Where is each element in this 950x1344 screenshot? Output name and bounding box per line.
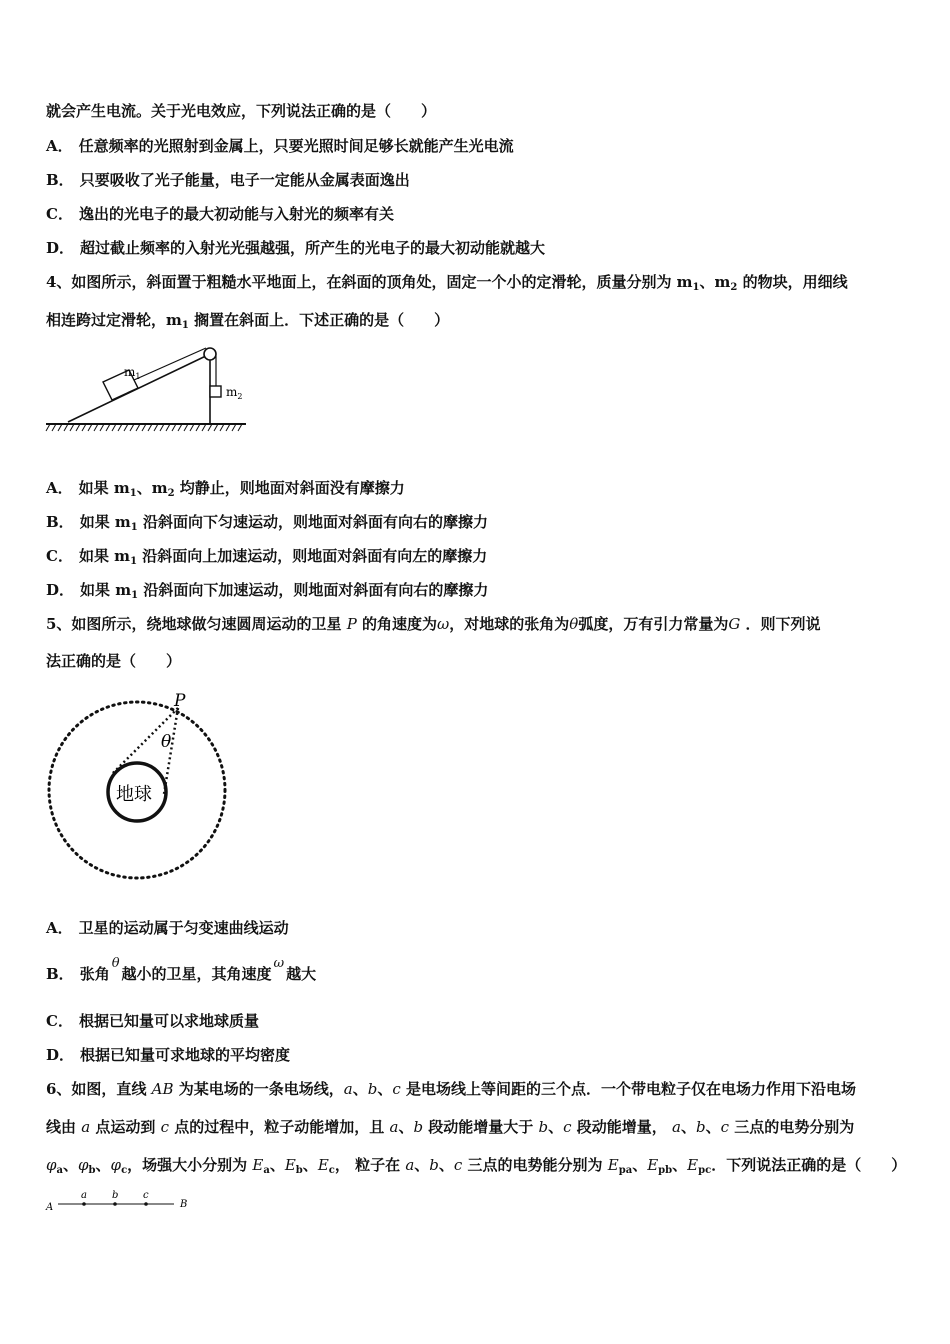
q3-option-c (46, 204, 394, 224)
stem-text: ．下列说法正确的是（ ） (711, 1156, 907, 1174)
option-letter: A． (46, 479, 73, 497)
symbol-b: b (413, 1118, 424, 1136)
symbol-omega: ω (273, 956, 285, 971)
stem-text: 相连跨过定滑轮，m (46, 311, 182, 329)
option-text: 根据已知量可求地球的平均密度 (80, 1046, 291, 1064)
q4-option-b (46, 512, 488, 532)
symbol-b: b (429, 1156, 439, 1174)
symbol-ab: AB (151, 1080, 174, 1098)
symbol-ep: E (687, 1156, 699, 1174)
symbol-e: E (252, 1156, 264, 1174)
label-b-end: B (180, 1199, 188, 1210)
symbol-e: E (284, 1156, 296, 1174)
symbol-phi: φ (46, 1156, 57, 1174)
option-text: 根据已知量可以求地球质量 (78, 1012, 259, 1030)
option-text: 卫星的运动属于匀变速曲线运动 (78, 919, 289, 937)
subscript: pc (698, 1165, 712, 1176)
q4-option-d (46, 580, 488, 600)
incline-surface (68, 354, 210, 422)
satellite-earth-figure (46, 690, 230, 884)
option-letter: A． (46, 137, 73, 155)
symbol-a: a (672, 1118, 681, 1136)
symbol-a: a (389, 1118, 399, 1136)
q3-option-b (46, 170, 410, 190)
point-a (82, 1202, 86, 1206)
label-theta: θ (161, 732, 172, 752)
option-letter: C． (46, 1012, 73, 1030)
symbol-a: a (81, 1118, 91, 1136)
electric-field-line-figure (46, 1186, 196, 1212)
option-letter: C． (46, 205, 73, 223)
symbol-c: c (392, 1080, 401, 1098)
stem-text: 弧度，万有引力常量为 (578, 615, 729, 633)
q5-option-a (46, 918, 289, 938)
symbol-theta: θ (569, 615, 579, 633)
option-text: 沿斜面向下匀速运动，则地面对斜面有向右的摩擦力 (137, 513, 488, 531)
option-text: 张角 (79, 965, 110, 983)
symbol-phi: φ (110, 1156, 122, 1174)
subscript: a (56, 1165, 63, 1176)
q6-stem-line2 (46, 1117, 854, 1137)
label-point-a: a (81, 1190, 87, 1201)
label-earth: 地球 (116, 784, 152, 805)
symbol-b: b (695, 1118, 706, 1136)
pulley (204, 348, 216, 360)
symbol-omega: ω (437, 615, 450, 633)
stem-text: 5、如图所示，绕地球做匀速圆周运动的卫星 (46, 615, 342, 633)
symbol-b: b (538, 1118, 549, 1136)
stem-text: 线由 (46, 1118, 82, 1136)
subscript: c (121, 1165, 128, 1176)
q5-stem-line1 (46, 614, 821, 634)
subscript: 1 (130, 556, 138, 567)
q4-stem-line2 (46, 310, 449, 330)
symbol-c: c (453, 1156, 463, 1174)
stem-text: 三点的电势分别为 (729, 1118, 855, 1136)
stem-text: 、m (699, 273, 731, 291)
stem-text: ，对地球的张角为 (449, 615, 570, 633)
option-text: 任意频率的光照射到金属上，只要光照时间足够长就能产生光电流 (78, 137, 514, 155)
option-text: 如果 m (78, 547, 131, 565)
separator: 、 (398, 1118, 414, 1136)
symbol-ep: E (647, 1156, 659, 1174)
symbol-e: E (317, 1156, 329, 1174)
option-letter: D． (46, 1046, 75, 1064)
stem-text: 为某电场的一条电场线， (173, 1080, 344, 1098)
ground-hatching (46, 424, 242, 431)
q3-option-a (46, 136, 514, 156)
subscript: pb (658, 1165, 673, 1176)
separator: 、 (352, 1080, 368, 1098)
separator: 、 (377, 1080, 393, 1098)
option-text: 如果 m (78, 479, 130, 497)
stem-text: 段动能增量， (571, 1118, 673, 1136)
string-along-incline (134, 348, 206, 380)
separator: 、 (632, 1156, 648, 1174)
option-text: 超过截止频率的入射光光强越强，所产生的光电子的最大初动能就越大 (80, 239, 546, 257)
stem-text: ， 粒子在 (334, 1156, 406, 1174)
stem-text: ，场强大小分别为 (127, 1156, 253, 1174)
option-letter: A． (46, 919, 73, 937)
symbol-c: c (720, 1118, 730, 1136)
separator: 、 (95, 1156, 111, 1174)
stem-text: 的角速度为 (362, 615, 438, 633)
symbol-g: G (728, 615, 741, 633)
option-text: 越大 (286, 965, 317, 983)
subscript: b (295, 1165, 303, 1176)
option-text: 逸出的光电子的最大初动能与入射光的频率有关 (78, 205, 394, 223)
symbol-a: a (343, 1080, 353, 1098)
option-text: 如果 m (80, 581, 132, 599)
label-point-b: b (112, 1190, 119, 1201)
stem-text: 搁置在斜面上．下述正确的是（ ） (188, 311, 450, 329)
stem-text: 4、如图所示，斜面置于粗糙水平地面上，在斜面的顶角处，固定一个小的定滑轮，质量分别为 m (46, 273, 693, 291)
q4-option-c (46, 546, 487, 566)
subscript: 1 (130, 522, 138, 533)
option-text: 均静止，则地面对斜面没有摩擦力 (174, 479, 405, 497)
separator: 、 (414, 1156, 430, 1174)
option-letter: D． (46, 239, 75, 257)
label-point-c: c (143, 1190, 149, 1201)
symbol-phi: φ (78, 1156, 89, 1174)
q5-option-d (46, 1045, 290, 1065)
symbol-p: P (346, 615, 357, 633)
subscript: 2 (730, 282, 738, 293)
symbol-ep: E (607, 1156, 619, 1174)
stem-text: 是电场线上等间距的三个点．一个带电粒子仅在电场力作用下沿电场 (400, 1080, 856, 1098)
separator: 、 (302, 1156, 318, 1174)
option-letter: C． (46, 547, 73, 565)
symbol-b: b (367, 1080, 378, 1098)
q3-stem-tail: 就会产生电流。关于光电效应，下列说法正确的是（ ） (46, 102, 437, 120)
q3-option-d (46, 238, 545, 258)
stem-text: 6、如图，直线 (46, 1080, 152, 1098)
separator: 、 (548, 1118, 564, 1136)
separator: 、 (705, 1118, 721, 1136)
option-text: 如果 m (79, 513, 131, 531)
q6-stem-line1 (46, 1079, 856, 1099)
symbol-c: c (563, 1118, 572, 1136)
symbol-theta: θ (111, 956, 120, 971)
label-a-end: A (46, 1202, 54, 1213)
separator: 、 (680, 1118, 696, 1136)
label-m2: $m_2$ (226, 385, 243, 401)
q6-stem-line3 (46, 1155, 906, 1175)
option-text: 沿斜面向下加速运动，则地面对斜面有向右的摩擦力 (138, 581, 489, 599)
symbol-c: c (160, 1118, 170, 1136)
block-m2 (210, 386, 221, 397)
incline-pulley-figure (46, 342, 256, 438)
option-letter: B． (46, 965, 74, 983)
option-text: 、m (136, 479, 168, 497)
q5-stem-line2: 法正确的是（ ） (46, 652, 182, 670)
point-b (113, 1202, 117, 1206)
separator: 、 (438, 1156, 454, 1174)
stem-text: 点运动到 (90, 1118, 161, 1136)
subscript: 1 (131, 590, 139, 601)
stem-text: 的物块，用细线 (737, 273, 848, 291)
option-text: 只要吸收了光子能量，电子一定能从金属表面逸出 (79, 171, 410, 189)
stem-text: 点的过程中，粒子动能增加，且 (169, 1118, 390, 1136)
stem-text: 段动能增量大于 (423, 1118, 539, 1136)
subscript: 1 (692, 282, 700, 293)
label-m1: $m_1$ (124, 365, 141, 381)
separator: 、 (269, 1156, 285, 1174)
q4-stem-line1 (46, 272, 848, 292)
stem-text: 三点的电势能分别为 (462, 1156, 608, 1174)
subscript: c (328, 1165, 335, 1176)
separator: 、 (672, 1156, 688, 1174)
option-letter: D． (46, 581, 75, 599)
option-letter: B． (46, 171, 74, 189)
separator: 、 (63, 1156, 79, 1174)
q5-option-c (46, 1011, 259, 1031)
label-p: P (174, 691, 186, 711)
subscript: 1 (181, 320, 189, 331)
stem-text: ．则下列说 (745, 615, 821, 633)
option-letter: B． (46, 513, 74, 531)
subscript: 2 (167, 488, 175, 499)
q5-option-b (46, 956, 317, 986)
symbol-a: a (405, 1156, 415, 1174)
option-text: 越小的卫星，其角速度 (121, 965, 272, 983)
q4-option-a (46, 478, 405, 498)
option-text: 沿斜面向上加速运动，则地面对斜面有向左的摩擦力 (137, 547, 488, 565)
subscript: 1 (129, 488, 137, 499)
subscript: a (263, 1165, 270, 1176)
subscript: pa (618, 1165, 633, 1176)
point-c (144, 1202, 148, 1206)
subscript: b (88, 1165, 96, 1176)
